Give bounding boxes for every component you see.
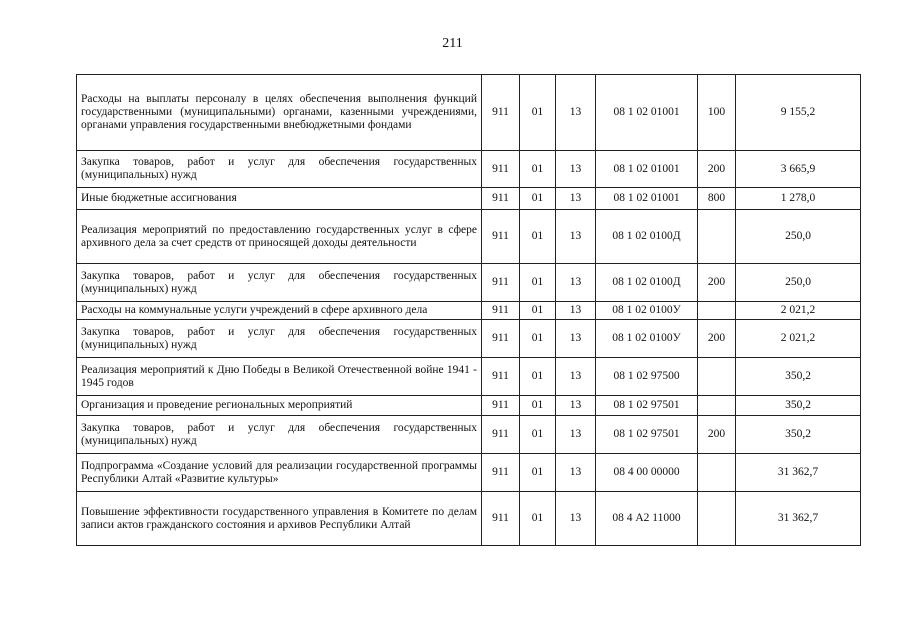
row-pr: 13: [556, 358, 596, 396]
row-sum: 3 665,9: [736, 151, 861, 188]
table-row: [77, 454, 861, 492]
row-pr: 13: [556, 151, 596, 188]
row-sum: 250,0: [736, 264, 861, 302]
table-row: [77, 396, 861, 416]
row-vr: [698, 454, 736, 492]
row-grbs: 911: [482, 210, 520, 264]
table-row: [77, 210, 861, 264]
row-pr: 13: [556, 188, 596, 210]
row-name: Реализация мероприятий к Дню Победы в Великой Отечественной войне 1941 - 1945 годов: [77, 358, 482, 396]
row-grbs: 911: [482, 264, 520, 302]
row-csr: 08 1 02 0100Д: [596, 264, 698, 302]
row-pr: 13: [556, 454, 596, 492]
row-rz: 01: [520, 151, 556, 188]
row-csr: 08 4 00 00000: [596, 454, 698, 492]
table-row: [77, 492, 861, 546]
row-name: Организация и проведение региональных мероприятий: [77, 396, 482, 416]
row-pr: 13: [556, 396, 596, 416]
row-rz: 01: [520, 302, 556, 320]
row-name: Закупка товаров, работ и услуг для обеспечения государственных (муниципальных) нужд: [77, 151, 482, 188]
row-grbs: 911: [482, 188, 520, 210]
row-vr: 800: [698, 188, 736, 210]
row-rz: 01: [520, 454, 556, 492]
row-csr: 08 1 02 97501: [596, 416, 698, 454]
row-vr: [698, 358, 736, 396]
row-rz: 01: [520, 396, 556, 416]
row-csr: 08 1 02 97500: [596, 358, 698, 396]
row-pr: 13: [556, 264, 596, 302]
row-name: Закупка товаров, работ и услуг для обеспечения государственных (муниципальных) нужд: [77, 416, 482, 454]
row-sum: 1 278,0: [736, 188, 861, 210]
row-grbs: 911: [482, 492, 520, 546]
row-vr: 200: [698, 320, 736, 358]
row-vr: [698, 302, 736, 320]
row-csr: 08 1 02 0100У: [596, 302, 698, 320]
row-grbs: 911: [482, 358, 520, 396]
row-name: Иные бюджетные ассигнования: [77, 188, 482, 210]
row-grbs: 911: [482, 416, 520, 454]
row-pr: 13: [556, 210, 596, 264]
row-vr: 200: [698, 264, 736, 302]
row-rz: 01: [520, 264, 556, 302]
row-name: Закупка товаров, работ и услуг для обеспечения государственных (муниципальных) нужд: [77, 264, 482, 302]
row-pr: 13: [556, 320, 596, 358]
row-rz: 01: [520, 75, 556, 151]
budget-table: [76, 74, 861, 546]
row-csr: 08 4 А2 11000: [596, 492, 698, 546]
row-vr: 200: [698, 416, 736, 454]
table-row: [77, 188, 861, 210]
table-row: [77, 302, 861, 320]
table-row: [77, 320, 861, 358]
row-vr: [698, 210, 736, 264]
table-row: [77, 416, 861, 454]
row-csr: 08 1 02 0100У: [596, 320, 698, 358]
row-sum: 350,2: [736, 396, 861, 416]
row-sum: 2 021,2: [736, 320, 861, 358]
row-name: Повышение эффективности государственного управления в Комитете по делам записи актов гражданского состояния и архивов Республики Алтай: [77, 492, 482, 546]
row-vr: 100: [698, 75, 736, 151]
row-sum: 31 362,7: [736, 454, 861, 492]
row-rz: 01: [520, 320, 556, 358]
row-csr: 08 1 02 0100Д: [596, 210, 698, 264]
row-name: Реализация мероприятий по предоставлению государственных услуг в сфере архивного дела за счет средств от приносящей доходы деятельности: [77, 210, 482, 264]
table-row: [77, 358, 861, 396]
row-csr: 08 1 02 01001: [596, 151, 698, 188]
row-pr: 13: [556, 75, 596, 151]
row-rz: 01: [520, 416, 556, 454]
row-pr: 13: [556, 492, 596, 546]
row-pr: 13: [556, 416, 596, 454]
row-name: Расходы на выплаты персоналу в целях обеспечения выполнения функций государственными (муниципальными) органами, казенными учреждениями, органами управления государственными внебюджетными фондами: [77, 75, 482, 151]
row-pr: 13: [556, 302, 596, 320]
row-grbs: 911: [482, 396, 520, 416]
row-sum: 350,2: [736, 416, 861, 454]
row-sum: 31 362,7: [736, 492, 861, 546]
row-name: Подпрограмма «Создание условий для реализации государственной программы Республики Алтай «Развитие культуры»: [77, 454, 482, 492]
row-rz: 01: [520, 210, 556, 264]
table-row: [77, 151, 861, 188]
table-row: [77, 75, 861, 151]
row-vr: [698, 492, 736, 546]
row-vr: [698, 396, 736, 416]
row-name: Расходы на коммунальные услуги учреждений в сфере архивного дела: [77, 302, 482, 320]
row-rz: 01: [520, 358, 556, 396]
row-rz: 01: [520, 492, 556, 546]
table-row: [77, 264, 861, 302]
row-grbs: 911: [482, 151, 520, 188]
row-csr: 08 1 02 97501: [596, 396, 698, 416]
row-sum: 250,0: [736, 210, 861, 264]
row-sum: 2 021,2: [736, 302, 861, 320]
row-name: Закупка товаров, работ и услуг для обеспечения государственных (муниципальных) нужд: [77, 320, 482, 358]
row-grbs: 911: [482, 320, 520, 358]
row-csr: 08 1 02 01001: [596, 188, 698, 210]
row-grbs: 911: [482, 75, 520, 151]
row-csr: 08 1 02 01001: [596, 75, 698, 151]
page-number: 211: [442, 36, 463, 51]
row-grbs: 911: [482, 454, 520, 492]
row-sum: 9 155,2: [736, 75, 861, 151]
row-rz: 01: [520, 188, 556, 210]
row-grbs: 911: [482, 302, 520, 320]
row-sum: 350,2: [736, 358, 861, 396]
row-vr: 200: [698, 151, 736, 188]
